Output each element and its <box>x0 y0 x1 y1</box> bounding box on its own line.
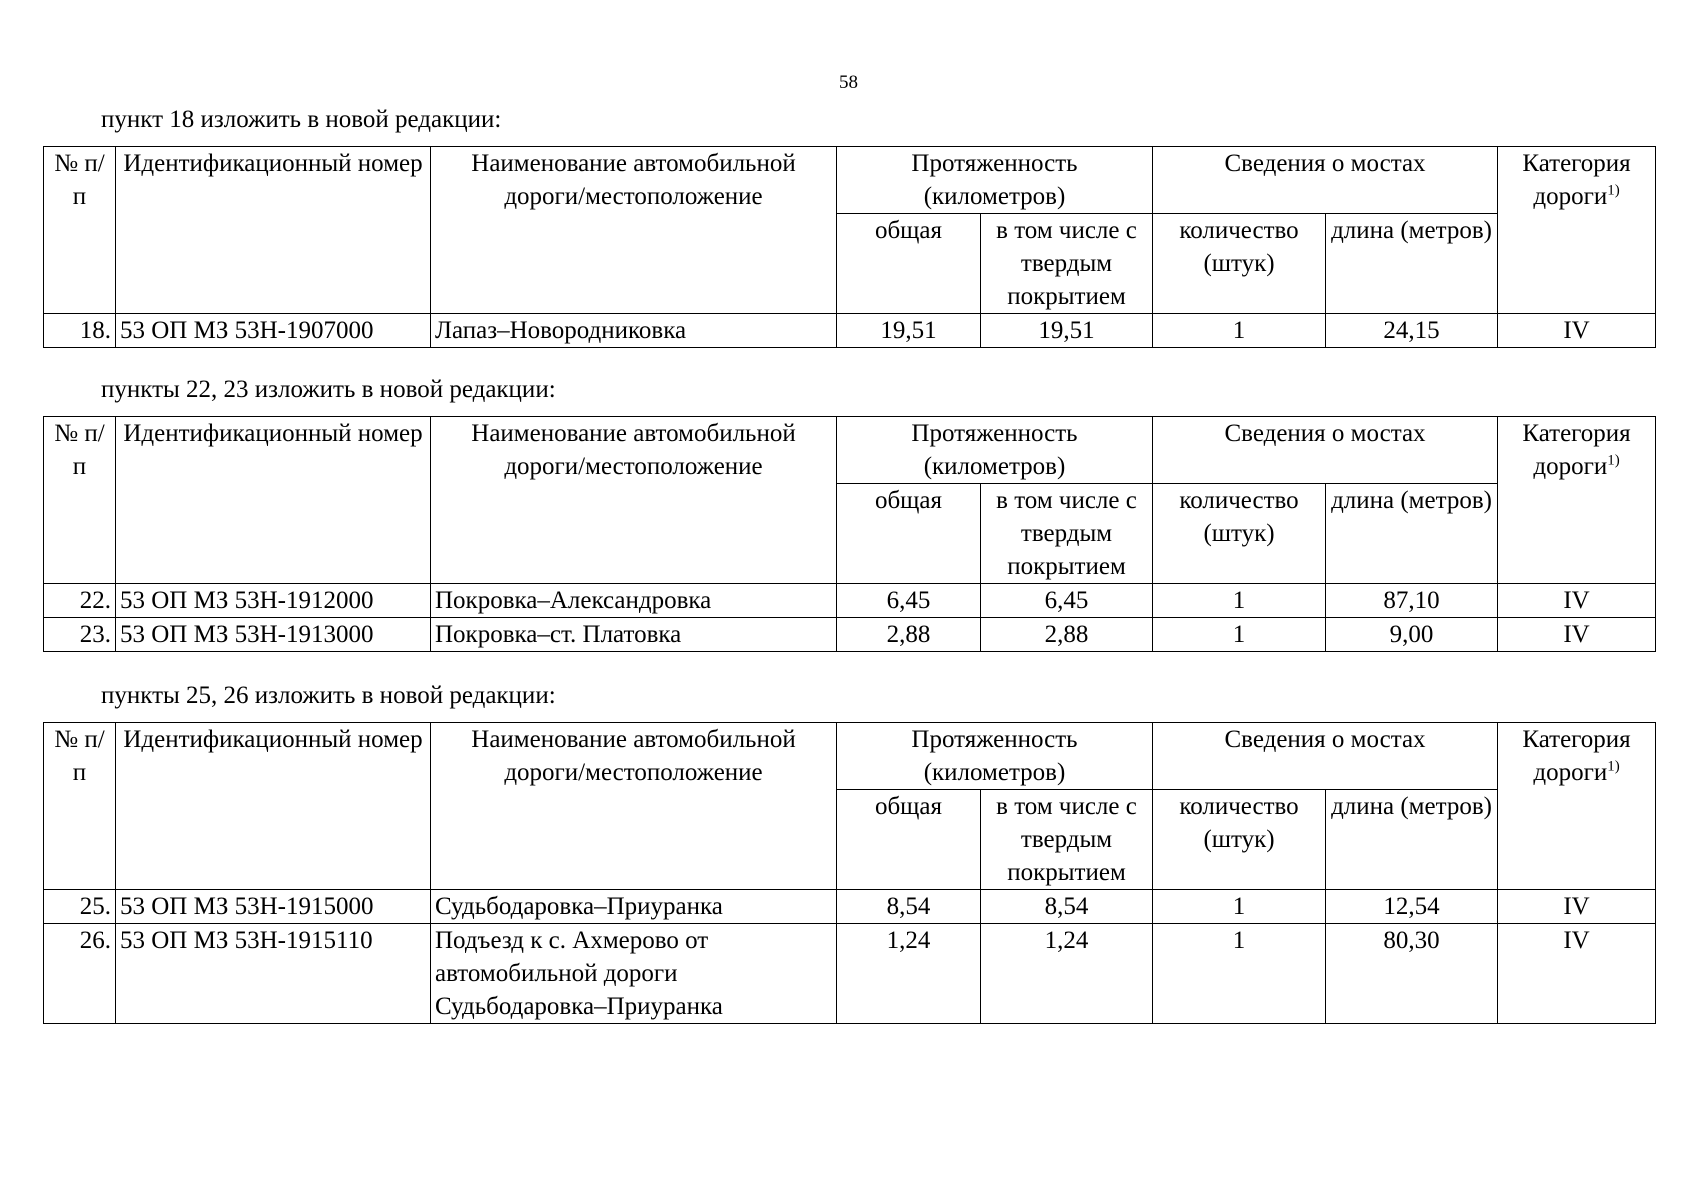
row-number: 25. <box>44 890 116 924</box>
table-row <box>44 890 1656 924</box>
row-number: 18. <box>44 314 116 348</box>
row-road-name: Лапаз–Новородниковка <box>431 314 837 348</box>
row-bridges-count: 1 <box>1153 584 1326 618</box>
amendment-intro: пункт 18 изложить в новой редакции: <box>101 106 502 133</box>
header-category-label: Категория дороги <box>1522 150 1631 210</box>
row-number: 23. <box>44 618 116 652</box>
row-bridges-length: 87,10 <box>1326 584 1498 618</box>
row-road-name: Покровка–ст. Платовка <box>431 618 837 652</box>
header-number: № п/п <box>44 417 116 584</box>
amendment-intro: пункты 22, 23 изложить в новой редакции: <box>101 376 556 403</box>
row-length-hard-surface: 19,51 <box>981 314 1153 348</box>
header-category <box>1498 417 1656 584</box>
table-row <box>44 924 1656 1024</box>
row-category: IV <box>1498 924 1656 1024</box>
header-length: Протяженность (километров) <box>837 417 1153 484</box>
header-bridges: Сведения о мостах <box>1153 417 1498 484</box>
header-length: Протяженность (километров) <box>837 723 1153 790</box>
row-length-hard-surface: 1,24 <box>981 924 1153 1024</box>
header-length: Протяженность (километров) <box>837 147 1153 214</box>
row-road-name: Покровка–Александровка <box>431 584 837 618</box>
row-length-total: 6,45 <box>837 584 981 618</box>
row-category: IV <box>1498 618 1656 652</box>
header-length-total: общая <box>837 790 981 890</box>
row-length-hard-surface: 2,88 <box>981 618 1153 652</box>
row-category: IV <box>1498 314 1656 348</box>
row-length-hard-surface: 8,54 <box>981 890 1153 924</box>
header-length-hard-surface: в том числе с твердым покрытием <box>981 484 1153 584</box>
header-bridges: Сведения о мостах <box>1153 147 1498 214</box>
table-row <box>44 584 1656 618</box>
header-category-label: Категория дороги <box>1522 420 1631 480</box>
row-length-hard-surface: 6,45 <box>981 584 1153 618</box>
row-length-total: 8,54 <box>837 890 981 924</box>
header-category <box>1498 723 1656 890</box>
header-length-total: общая <box>837 214 981 314</box>
row-road-name: Подъезд к с. Ахмерово от автомобильной дороги Судьбодаровка–Приуранка <box>431 924 837 1024</box>
row-bridges-length: 80,30 <box>1326 924 1498 1024</box>
header-bridges-length: длина (метров) <box>1326 484 1498 584</box>
header-id-number: Идентификационный номер <box>116 417 431 584</box>
header-bridges-length: длина (метров) <box>1326 214 1498 314</box>
header-length-hard-surface: в том числе с твердым покрытием <box>981 214 1153 314</box>
row-bridges-length: 12,54 <box>1326 890 1498 924</box>
header-road-name: Наименование автомобильной дороги/местоположение <box>431 723 837 890</box>
header-category <box>1498 147 1656 314</box>
row-length-total: 19,51 <box>837 314 981 348</box>
footnote-marker: 1) <box>1607 758 1620 775</box>
row-number: 26. <box>44 924 116 1024</box>
amendment-section <box>43 376 1655 652</box>
row-id-number: 53 ОП МЗ 53Н-1913000 <box>116 618 431 652</box>
table-row <box>44 314 1656 348</box>
header-road-name: Наименование автомобильной дороги/местоположение <box>431 147 837 314</box>
page-number: 58 <box>839 72 858 93</box>
header-bridges-length: длина (метров) <box>1326 790 1498 890</box>
row-id-number: 53 ОП МЗ 53Н-1915110 <box>116 924 431 1024</box>
header-road-name: Наименование автомобильной дороги/местоположение <box>431 417 837 584</box>
row-category: IV <box>1498 890 1656 924</box>
header-category-label: Категория дороги <box>1522 726 1631 786</box>
row-bridges-count: 1 <box>1153 314 1326 348</box>
header-bridges-count: количество (штук) <box>1153 790 1326 890</box>
roads-table <box>43 416 1656 652</box>
row-road-name: Судьбодаровка–Приуранка <box>431 890 837 924</box>
amendment-intro: пункты 25, 26 изложить в новой редакции: <box>101 682 556 709</box>
header-number: № п/п <box>44 723 116 890</box>
row-length-total: 1,24 <box>837 924 981 1024</box>
row-bridges-count: 1 <box>1153 618 1326 652</box>
table-row <box>44 618 1656 652</box>
amendment-section <box>43 106 1655 348</box>
row-bridges-count: 1 <box>1153 924 1326 1024</box>
roads-table <box>43 146 1656 348</box>
header-bridges: Сведения о мостах <box>1153 723 1498 790</box>
footnote-marker: 1) <box>1607 452 1620 469</box>
header-id-number: Идентификационный номер <box>116 723 431 890</box>
header-bridges-count: количество (штук) <box>1153 484 1326 584</box>
header-bridges-count: количество (штук) <box>1153 214 1326 314</box>
roads-table <box>43 722 1656 1024</box>
header-length-hard-surface: в том числе с твердым покрытием <box>981 790 1153 890</box>
header-id-number: Идентификационный номер <box>116 147 431 314</box>
row-category: IV <box>1498 584 1656 618</box>
row-bridges-count: 1 <box>1153 890 1326 924</box>
row-number: 22. <box>44 584 116 618</box>
row-length-total: 2,88 <box>837 618 981 652</box>
row-id-number: 53 ОП МЗ 53Н-1912000 <box>116 584 431 618</box>
row-id-number: 53 ОП МЗ 53Н-1915000 <box>116 890 431 924</box>
header-number: № п/п <box>44 147 116 314</box>
header-length-total: общая <box>837 484 981 584</box>
row-id-number: 53 ОП МЗ 53Н-1907000 <box>116 314 431 348</box>
row-bridges-length: 9,00 <box>1326 618 1498 652</box>
row-bridges-length: 24,15 <box>1326 314 1498 348</box>
amendment-section <box>43 682 1655 1024</box>
footnote-marker: 1) <box>1607 182 1620 199</box>
